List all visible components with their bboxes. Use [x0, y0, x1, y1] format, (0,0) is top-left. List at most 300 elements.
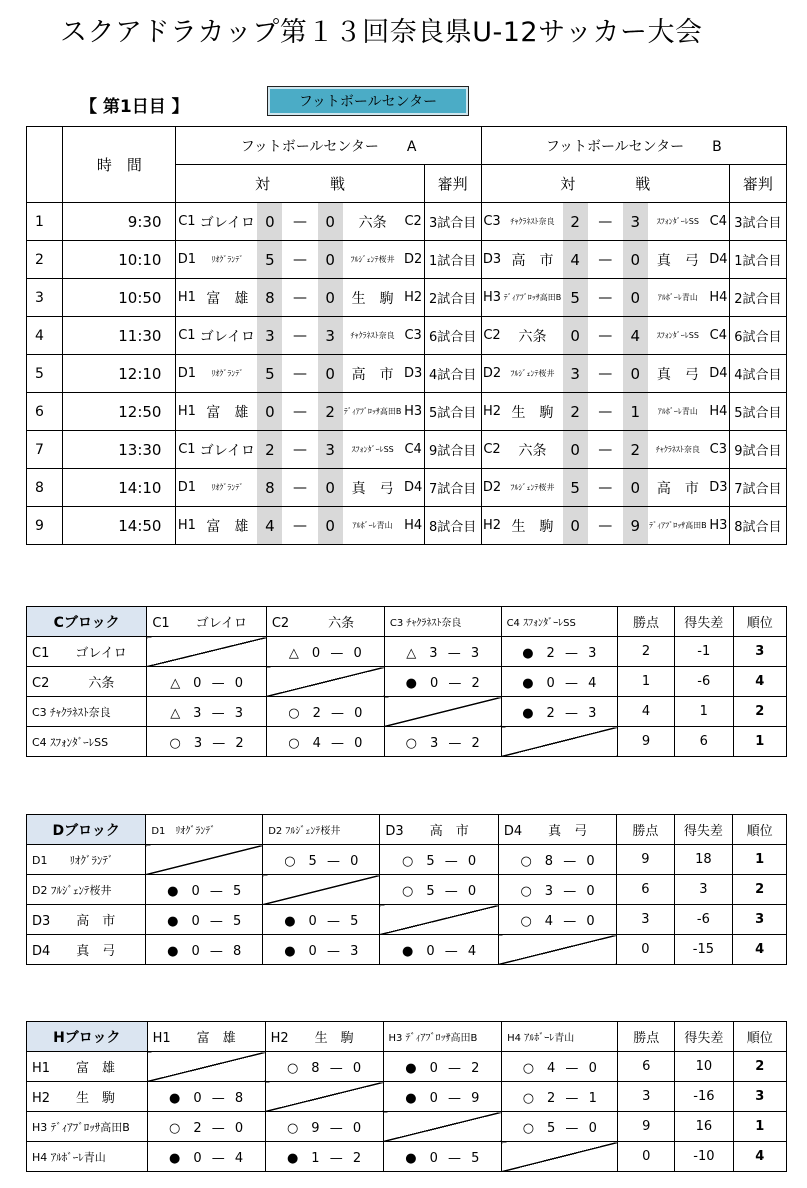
goal-difference: 6 — [675, 727, 734, 757]
match-result: ○ 2 — 0 — [266, 697, 384, 727]
team1-score: 3 — [563, 355, 588, 393]
points: 4 — [618, 697, 675, 727]
table-row — [27, 279, 787, 317]
match-result: ○ 3 — 2 — [147, 727, 266, 757]
match-time: 14:10 — [63, 469, 176, 507]
match-result: ● 0 — 8 — [147, 1082, 265, 1112]
match-time: 13:30 — [63, 431, 176, 469]
table-row — [27, 241, 787, 279]
points: 9 — [618, 1112, 675, 1142]
team1-score: 5 — [257, 241, 282, 279]
table-row — [27, 355, 787, 393]
table-row — [27, 637, 787, 667]
team2-name: ｱﾙﾎﾞｰﾚ青山 — [648, 279, 708, 317]
match-result: ● 0 — 5 — [383, 1142, 502, 1172]
match-result: ● 0 — 4 — [147, 1142, 265, 1172]
team1-group: C1 — [176, 317, 197, 355]
team1-score: 2 — [257, 431, 282, 469]
goal-difference: 16 — [675, 1112, 733, 1142]
rank: 2 — [733, 697, 786, 727]
team1-score: 2 — [563, 203, 588, 241]
block-header-row — [27, 815, 787, 845]
match-number: 6 — [27, 393, 63, 431]
score-dash: — — [282, 279, 317, 317]
score-dash: — — [588, 241, 623, 279]
team2-group: C3 — [403, 317, 424, 355]
team2-name: ｱﾙﾎﾞｰﾚ青山 — [343, 507, 403, 545]
team1-name: 生 駒 — [502, 393, 562, 431]
team2-group: H4 — [403, 507, 424, 545]
match-result: ○ 3 — 0 — [498, 875, 616, 905]
team2-name: ｱﾙﾎﾞｰﾚ青山 — [648, 393, 708, 431]
block-column-header: C4 ｽﾌｫﾝﾀﾞｰﾚSS — [501, 607, 617, 637]
team2-group: D2 — [403, 241, 424, 279]
match-result: ● 0 — 5 — [263, 905, 380, 935]
team2-score: 3 — [318, 431, 343, 469]
team1-group: D1 — [176, 469, 197, 507]
match-result: ● 1 — 2 — [265, 1142, 383, 1172]
referee-match: 2試合目 — [424, 279, 481, 317]
team1-score: 0 — [563, 507, 588, 545]
team2-score: 2 — [623, 431, 648, 469]
day-label: 【 第1日目 】 — [80, 97, 189, 117]
team2-name: ｽﾌｫﾝﾀﾞｰﾚSS — [648, 203, 708, 241]
diagonal-cell — [501, 727, 617, 757]
goal-difference: -10 — [675, 1142, 733, 1172]
table-row — [27, 1112, 787, 1142]
team1-score: 0 — [257, 203, 282, 241]
score-dash: — — [282, 431, 317, 469]
score-dash: — — [282, 317, 317, 355]
score-dash: — — [588, 507, 623, 545]
team2-name: ﾁｬｸﾗﾈｽﾄ奈良 — [648, 431, 708, 469]
ref-header-a: 審判 — [424, 165, 481, 203]
table-row — [27, 667, 787, 697]
team1-score: 8 — [257, 469, 282, 507]
match-result: ● 0 — 4 — [380, 935, 498, 965]
match-result: ○ 5 — 0 — [502, 1112, 618, 1142]
table-row — [27, 507, 787, 545]
team1-name: ﾁｬｸﾗﾈｽﾄ奈良 — [502, 203, 562, 241]
table-row — [27, 203, 787, 241]
referee-match: 1試合目 — [424, 241, 481, 279]
referee-match: 9試合目 — [424, 431, 481, 469]
team2-score: 2 — [318, 393, 343, 431]
team1-name: 富 雄 — [197, 393, 257, 431]
score-dash: — — [588, 431, 623, 469]
score-dash: — — [588, 355, 623, 393]
diagonal-cell — [263, 875, 380, 905]
team1-score: 5 — [563, 279, 588, 317]
rank: 4 — [733, 935, 787, 965]
match-number: 1 — [27, 203, 63, 241]
team1-score: 5 — [563, 469, 588, 507]
team2-name: 真 弓 — [343, 469, 403, 507]
score-dash: — — [282, 469, 317, 507]
referee-match: 7試合目 — [424, 469, 481, 507]
match-result: ● 0 — 3 — [263, 935, 380, 965]
team2-score: 0 — [318, 469, 343, 507]
block-table-c — [26, 606, 787, 757]
team2-score: 1 — [623, 393, 648, 431]
team2-name: ﾌﾙｼﾞｪﾝﾃ桜井 — [343, 241, 403, 279]
team2-score: 0 — [318, 507, 343, 545]
team2-group: D3 — [403, 355, 424, 393]
score-dash: — — [282, 355, 317, 393]
team1-group: H1 — [176, 279, 197, 317]
team1-group: H1 — [176, 507, 197, 545]
points: 1 — [618, 667, 675, 697]
team2-group: C4 — [708, 203, 729, 241]
table-row — [27, 697, 787, 727]
points: 3 — [618, 1082, 675, 1112]
team2-group: H2 — [403, 279, 424, 317]
team2-score: 9 — [623, 507, 648, 545]
team1-name: ﾘｵｸﾞﾗﾝﾃﾞ — [197, 241, 257, 279]
match-result: ○ 5 — 0 — [380, 875, 498, 905]
block-column-header: C2 六条 — [266, 607, 384, 637]
diagonal-cell — [498, 935, 616, 965]
goal-difference: -15 — [674, 935, 733, 965]
points: 9 — [618, 727, 675, 757]
table-row — [27, 1142, 787, 1172]
block-name: Cブロック — [27, 607, 147, 637]
block-name: Hブロック — [27, 1022, 148, 1052]
block-table-h — [26, 1021, 787, 1172]
team2-name: 六条 — [343, 203, 403, 241]
no-header — [27, 127, 63, 203]
goal-difference: -16 — [675, 1082, 733, 1112]
score-dash: — — [588, 469, 623, 507]
referee-match: 5試合目 — [729, 393, 786, 431]
diagonal-cell — [502, 1142, 618, 1172]
match-time: 11:30 — [63, 317, 176, 355]
diagonal-cell — [147, 1052, 265, 1082]
match-result: △ 0 — 0 — [266, 637, 384, 667]
referee-match: 5試合目 — [424, 393, 481, 431]
block-column-header: 勝点 — [618, 607, 675, 637]
team1-name: ﾌﾙｼﾞｪﾝﾃ桜井 — [502, 355, 562, 393]
team2-score: 0 — [318, 355, 343, 393]
match-result: ○ 2 — 1 — [502, 1082, 618, 1112]
block-header-row — [27, 607, 787, 637]
goal-difference: 10 — [675, 1052, 733, 1082]
team2-name: 高 市 — [648, 469, 708, 507]
table-row — [27, 727, 787, 757]
block-column-header: C3 ﾁｬｸﾗﾈｽﾄ奈良 — [384, 607, 501, 637]
block-team-name: D1 ﾘｵｸﾞﾗﾝﾃﾞ — [27, 845, 146, 875]
block-column-header: 順位 — [733, 1022, 786, 1052]
team2-name: 生 駒 — [343, 279, 403, 317]
table-row — [27, 1052, 787, 1082]
team1-score: 4 — [257, 507, 282, 545]
block-column-header: H4 ｱﾙﾎﾞｰﾚ青山 — [502, 1022, 618, 1052]
match-time: 12:50 — [63, 393, 176, 431]
block-team-name: C1 ゴレイロ — [27, 637, 147, 667]
block-team-name: C3 ﾁｬｸﾗﾈｽﾄ奈良 — [27, 697, 147, 727]
team1-group: C3 — [481, 203, 502, 241]
table-row — [27, 431, 787, 469]
team2-score: 0 — [623, 469, 648, 507]
match-result: ○ 9 — 0 — [265, 1112, 383, 1142]
match-number: 5 — [27, 355, 63, 393]
goal-difference: -6 — [675, 667, 734, 697]
score-dash: — — [588, 203, 623, 241]
team2-group: C4 — [403, 431, 424, 469]
match-result: ○ 4 — 0 — [502, 1052, 618, 1082]
team1-group: D3 — [481, 241, 502, 279]
points: 2 — [618, 637, 675, 667]
table-row — [27, 875, 787, 905]
table-row — [27, 1082, 787, 1112]
match-result: ● 0 — 9 — [383, 1082, 502, 1112]
team1-group: D2 — [481, 355, 502, 393]
score-dash: — — [282, 203, 317, 241]
rank: 2 — [733, 875, 787, 905]
diagonal-cell — [383, 1112, 502, 1142]
team1-score: 5 — [257, 355, 282, 393]
team2-group: D4 — [403, 469, 424, 507]
match-result: ○ 4 — 0 — [498, 905, 616, 935]
block-table-d — [26, 814, 787, 965]
match-number: 7 — [27, 431, 63, 469]
team2-score: 0 — [318, 279, 343, 317]
points: 0 — [617, 935, 674, 965]
block-column-header: 勝点 — [618, 1022, 675, 1052]
block-column-header: 順位 — [733, 815, 787, 845]
team1-score: 3 — [257, 317, 282, 355]
diagonal-cell — [384, 697, 501, 727]
team2-group: H4 — [708, 279, 729, 317]
match-result: ○ 8 — 0 — [498, 845, 616, 875]
team1-group: C2 — [481, 431, 502, 469]
match-result: △ 3 — 3 — [147, 697, 266, 727]
team1-name: ゴレイロ — [197, 203, 257, 241]
match-number: 4 — [27, 317, 63, 355]
match-result: ○ 4 — 0 — [266, 727, 384, 757]
team2-name: 真 弓 — [648, 355, 708, 393]
diagonal-cell — [147, 637, 266, 667]
block-team-name: H3 ﾃﾞｨｱﾌﾞﾛｯｻ高田B — [27, 1112, 148, 1142]
referee-match: 6試合目 — [424, 317, 481, 355]
rank: 1 — [733, 1112, 786, 1142]
goal-difference: -1 — [675, 637, 734, 667]
match-time: 12:10 — [63, 355, 176, 393]
block-column-header: H2 生 駒 — [265, 1022, 383, 1052]
rank: 1 — [733, 845, 787, 875]
ref-header-b: 審判 — [729, 165, 786, 203]
team1-name: ゴレイロ — [197, 317, 257, 355]
table-row — [27, 935, 787, 965]
team2-group: H3 — [403, 393, 424, 431]
table-row — [27, 905, 787, 935]
team2-name: ﾃﾞｨｱﾌﾞﾛｯｻ高田B — [648, 507, 708, 545]
page-title: スクアドラカップ第１３回奈良県U-12サッカー大会 — [60, 17, 703, 48]
block-column-header: D2 ﾌﾙｼﾞｪﾝﾃ桜井 — [263, 815, 380, 845]
referee-match: 2試合目 — [729, 279, 786, 317]
match-time: 9:30 — [63, 203, 176, 241]
team1-score: 4 — [563, 241, 588, 279]
team2-name: ﾁｬｸﾗﾈｽﾄ奈良 — [343, 317, 403, 355]
team2-group: H4 — [708, 393, 729, 431]
block-column-header: 順位 — [733, 607, 786, 637]
team2-score: 0 — [623, 241, 648, 279]
match-result: ● 0 — 2 — [383, 1052, 502, 1082]
points: 0 — [618, 1142, 675, 1172]
referee-match: 9試合目 — [729, 431, 786, 469]
team2-name: ｽﾌｫﾝﾀﾞｰﾚSS — [648, 317, 708, 355]
diagonal-cell — [266, 667, 384, 697]
team2-name: ﾃﾞｨｱﾌﾞﾛｯｻ高田B — [343, 393, 403, 431]
court-b-header: フットボールセンター B — [481, 127, 786, 165]
points: 9 — [617, 845, 674, 875]
team1-score: 0 — [563, 431, 588, 469]
team2-group: H3 — [708, 507, 729, 545]
team2-score: 0 — [318, 203, 343, 241]
match-time: 10:10 — [63, 241, 176, 279]
referee-match: 4試合目 — [424, 355, 481, 393]
block-team-name: C2 六条 — [27, 667, 147, 697]
block-team-name: H2 生 駒 — [27, 1082, 148, 1112]
block-team-name: H4 ｱﾙﾎﾞｰﾚ青山 — [27, 1142, 148, 1172]
block-team-name: D2 ﾌﾙｼﾞｪﾝﾃ桜井 — [27, 875, 146, 905]
match-result: ● 0 — 5 — [146, 905, 263, 935]
team2-name: 真 弓 — [648, 241, 708, 279]
referee-match: 3試合目 — [424, 203, 481, 241]
team2-name: 高 市 — [343, 355, 403, 393]
rank: 3 — [733, 1082, 786, 1112]
score-dash: — — [588, 393, 623, 431]
rank: 3 — [733, 905, 787, 935]
team1-name: ﾘｵｸﾞﾗﾝﾃﾞ — [197, 355, 257, 393]
block-column-header: D3 高 市 — [380, 815, 498, 845]
team1-name: 富 雄 — [197, 507, 257, 545]
team1-name: ﾌﾙｼﾞｪﾝﾃ桜井 — [502, 469, 562, 507]
team1-name: ゴレイロ — [197, 431, 257, 469]
block-column-header: 得失差 — [674, 815, 733, 845]
rank: 4 — [733, 1142, 786, 1172]
team1-group: C1 — [176, 431, 197, 469]
schedule-table — [26, 126, 787, 545]
team1-name: 六条 — [502, 317, 562, 355]
block-header-row — [27, 1022, 787, 1052]
team1-score: 0 — [257, 393, 282, 431]
team1-group: D2 — [481, 469, 502, 507]
team2-group: C3 — [708, 431, 729, 469]
team1-group: C2 — [481, 317, 502, 355]
team2-score: 3 — [623, 203, 648, 241]
diagonal-cell — [265, 1082, 383, 1112]
block-column-header: H1 富 雄 — [147, 1022, 265, 1052]
match-result: ● 0 — 8 — [146, 935, 263, 965]
team2-score: 4 — [623, 317, 648, 355]
match-time: 14:50 — [63, 507, 176, 545]
team1-name: ﾘｵｸﾞﾗﾝﾃﾞ — [197, 469, 257, 507]
table-row — [27, 317, 787, 355]
block-column-header: D1 ﾘｵｸﾞﾗﾝﾃﾞ — [146, 815, 263, 845]
team2-score: 0 — [623, 279, 648, 317]
match-result: △ 0 — 0 — [147, 667, 266, 697]
team1-name: 六条 — [502, 431, 562, 469]
table-row — [27, 845, 787, 875]
match-header-a: 対 戦 — [176, 165, 424, 203]
table-row — [27, 393, 787, 431]
team1-group: H2 — [481, 507, 502, 545]
team1-name: 高 市 — [502, 241, 562, 279]
team1-group: H2 — [481, 393, 502, 431]
referee-match: 1試合目 — [729, 241, 786, 279]
team2-group: D4 — [708, 355, 729, 393]
points: 6 — [618, 1052, 675, 1082]
goal-difference: -6 — [674, 905, 733, 935]
team1-name: 生 駒 — [502, 507, 562, 545]
points: 3 — [617, 905, 674, 935]
team2-score: 0 — [623, 355, 648, 393]
goal-difference: 18 — [674, 845, 733, 875]
block-team-name: D4 真 弓 — [27, 935, 146, 965]
table-row — [27, 469, 787, 507]
score-dash: — — [588, 279, 623, 317]
match-result: ○ 5 — 0 — [263, 845, 380, 875]
team1-score: 2 — [563, 393, 588, 431]
team1-score: 8 — [257, 279, 282, 317]
goal-difference: 3 — [674, 875, 733, 905]
match-result: ○ 3 — 2 — [384, 727, 501, 757]
match-number: 9 — [27, 507, 63, 545]
match-result: ○ 2 — 0 — [147, 1112, 265, 1142]
score-dash: — — [282, 241, 317, 279]
rank: 3 — [733, 637, 786, 667]
diagonal-cell — [146, 845, 263, 875]
block-column-header: 得失差 — [675, 607, 734, 637]
team1-name: ﾃﾞｨｱﾌﾞﾛｯｻ高田B — [502, 279, 562, 317]
block-column-header: H3 ﾃﾞｨｱﾌﾞﾛｯｻ高田B — [383, 1022, 502, 1052]
block-column-header: 得失差 — [675, 1022, 733, 1052]
match-number: 8 — [27, 469, 63, 507]
match-result: ● 2 — 3 — [501, 697, 617, 727]
points: 6 — [617, 875, 674, 905]
match-result: ● 0 — 2 — [384, 667, 501, 697]
team2-score: 0 — [318, 241, 343, 279]
team2-group: C4 — [708, 317, 729, 355]
referee-match: 8試合目 — [424, 507, 481, 545]
time-header: 時 間 — [63, 127, 176, 203]
diagonal-cell — [380, 905, 498, 935]
referee-match: 6試合目 — [729, 317, 786, 355]
team2-group: D3 — [708, 469, 729, 507]
referee-match: 3試合目 — [729, 203, 786, 241]
rank: 4 — [733, 667, 786, 697]
team2-name: ｽﾌｫﾝﾀﾞｰﾚSS — [343, 431, 403, 469]
match-number: 3 — [27, 279, 63, 317]
match-header-b: 対 戦 — [481, 165, 729, 203]
team2-group: C2 — [403, 203, 424, 241]
court-a-header: フットボールセンター A — [176, 127, 481, 165]
score-dash: — — [282, 507, 317, 545]
rank: 1 — [733, 727, 786, 757]
team1-group: D1 — [176, 241, 197, 279]
team2-group: D4 — [708, 241, 729, 279]
match-result: ○ 8 — 0 — [265, 1052, 383, 1082]
match-time: 10:50 — [63, 279, 176, 317]
match-result: ○ 5 — 0 — [380, 845, 498, 875]
match-result: ● 0 — 4 — [501, 667, 617, 697]
referee-match: 8試合目 — [729, 507, 786, 545]
score-dash: — — [588, 317, 623, 355]
team1-group: H3 — [481, 279, 502, 317]
block-column-header: C1 ゴレイロ — [147, 607, 266, 637]
goal-difference: 1 — [675, 697, 734, 727]
